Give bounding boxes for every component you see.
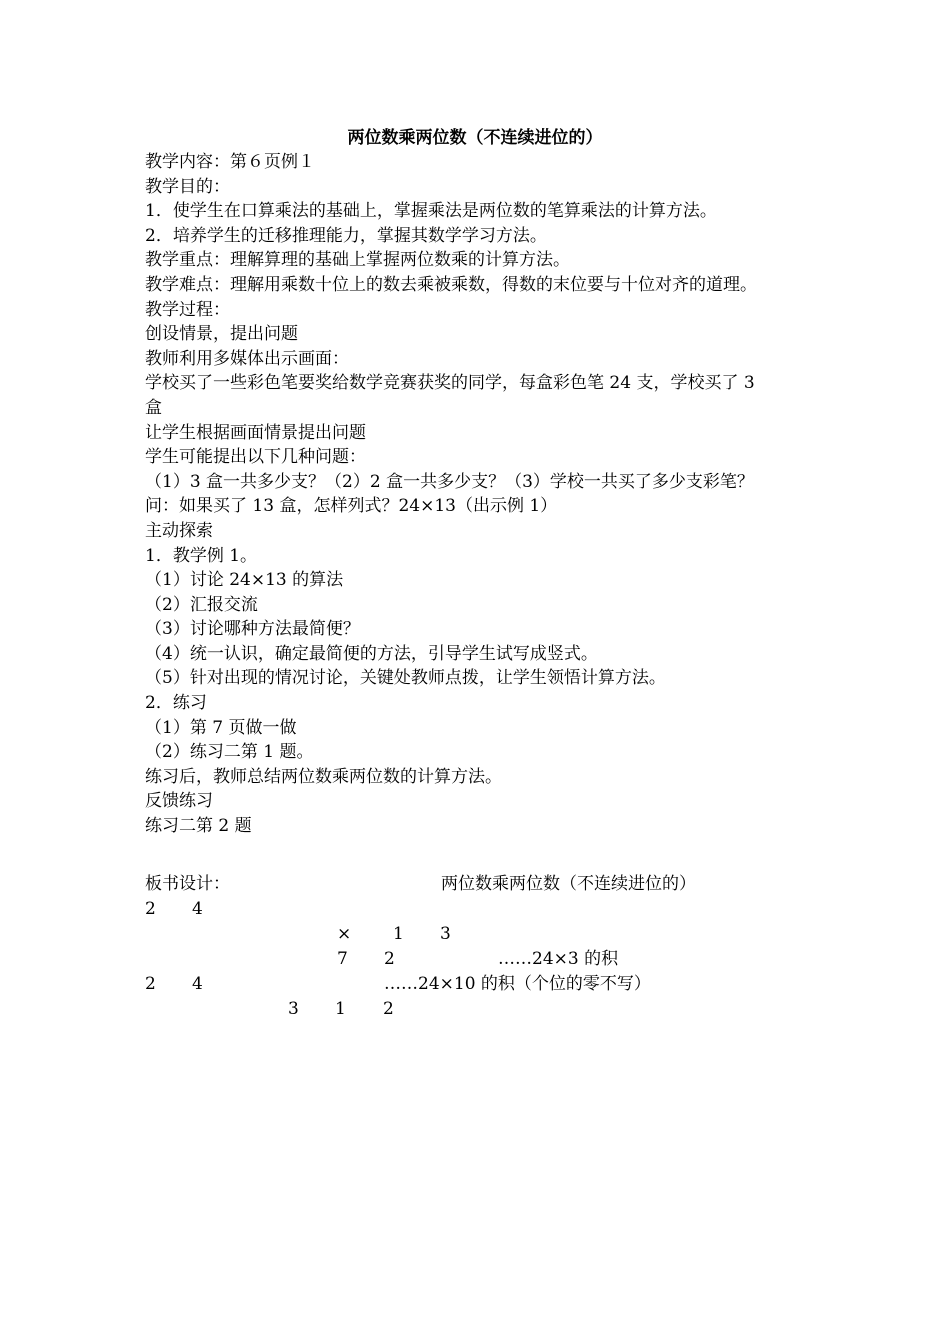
board-row1-digit2: 4	[192, 899, 203, 919]
body-line: 2．练习	[145, 693, 207, 714]
body-line: （2）汇报交流	[145, 594, 258, 615]
board-row5-digit2: 1	[335, 999, 346, 1019]
body-line: 2．培养学生的迁移推理能力，掌握其数学学习方法。	[145, 225, 547, 246]
body-line: 反馈练习	[145, 791, 213, 812]
body-line: 教学难点：理解用乘数十位上的数去乘被乘数，得数的末位要与十位对齐的道理。	[145, 274, 757, 295]
body-line: （2）练习二第 1 题。	[145, 742, 314, 763]
body-line: 教学目的：	[145, 176, 230, 197]
body-line: （1）第 7 页做一做	[145, 717, 297, 738]
body-line: 练习后，教师总结两位数乘两位数的计算方法。	[145, 766, 502, 787]
body-line: 让学生根据画面情景提出问题	[145, 422, 366, 443]
board-row2-digit2: 3	[440, 924, 451, 944]
body-line: 学校买了一些彩色笔要奖给数学竞赛获奖的同学，每盒彩色笔 24 支，学校买了 3	[145, 373, 755, 394]
board-label: 板书设计：	[145, 874, 230, 894]
body-line: 练习二第 2 题	[145, 816, 252, 837]
body-line: 问：如果买了 13 盒，怎样列式？24×13（出示例 1）	[145, 496, 558, 517]
board-row2-digit1: 1	[393, 924, 404, 944]
body-line: 学生可能提出以下几种问题：	[145, 447, 366, 468]
board-row5-digit1: 3	[288, 999, 299, 1019]
board-row3-digit2: 2	[384, 949, 395, 969]
body-line: 教师利用多媒体出示画面：	[145, 348, 349, 369]
board-row5-digit3: 2	[383, 999, 394, 1019]
body-line: （1）讨论 24×13 的算法	[145, 570, 344, 591]
board-times-sign: ×	[337, 924, 352, 944]
body-line: 盒	[145, 397, 162, 418]
body-line: 教学内容：第６页例１	[145, 152, 315, 172]
board-row4-digit2: 4	[192, 974, 203, 994]
body-line: 1．使学生在口算乘法的基础上，掌握乘法是两位数的笔算乘法的计算方法。	[145, 201, 717, 222]
board-row4-digit1: 2	[145, 974, 156, 994]
body-line: （5）针对出现的情况讨论，关键处教师点拨，让学生领悟计算方法。	[145, 668, 666, 689]
body-line: （4）统一认识，确定最简便的方法，引导学生试写成竖式。	[145, 643, 598, 664]
document-title: 两位数乘两位数（不连续进位的）	[347, 128, 603, 148]
body-line: 主动探索	[145, 520, 213, 541]
board-row1-digit1: 2	[145, 899, 156, 919]
body-line: （1）3 盒一共多少支？（2）2 盒一共多少支？（3）学校一共买了多少支彩笔？	[145, 471, 754, 492]
body-line: （3）讨论哪种方法最简便？	[145, 619, 360, 640]
body-line: 教学重点：理解算理的基础上掌握两位数乘的计算方法。	[145, 250, 570, 271]
body-line: 教学过程：	[145, 299, 230, 320]
body-line: 1．教学例 1。	[145, 545, 258, 566]
board-row3-digit1: 7	[337, 949, 348, 969]
board-title: 两位数乘两位数（不连续进位的）	[441, 874, 696, 894]
board-row3-note: ……24×3 的积	[498, 949, 619, 969]
board-row4-note: ……24×10 的积（个位的零不写）	[384, 974, 651, 994]
body-line: 创设情景，提出问题	[145, 324, 298, 345]
